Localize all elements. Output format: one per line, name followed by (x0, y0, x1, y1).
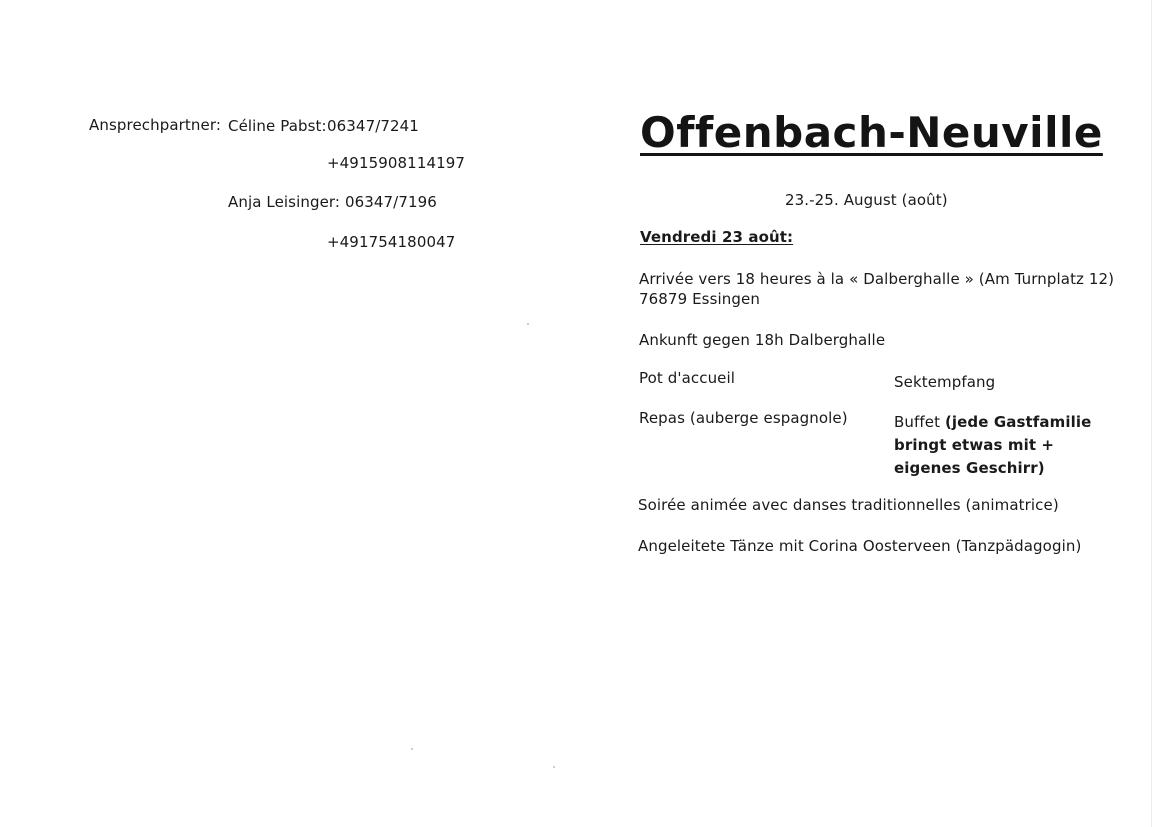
page-title: Offenbach-Neuville (640, 108, 1103, 157)
evening-de: Angeleitete Tänze mit Corina Oosterveen (Tanzpädagogin) (638, 537, 1082, 555)
arrival-de: Ankunft gegen 18h Dalberghalle (639, 331, 886, 349)
meal-de-line1 (894, 412, 1091, 432)
scan-speck (553, 766, 555, 768)
page-edge-line (1151, 0, 1152, 827)
event-dates: 23.-25. August (août) (785, 191, 948, 209)
day-heading: Vendredi 23 août: (640, 228, 794, 246)
contact-1-mobile: +4915908114197 (327, 154, 466, 172)
meal-de-line2: bringt etwas mit + (894, 436, 1055, 454)
scan-speck (527, 323, 529, 325)
contact-1-name: Céline Pabst: (228, 117, 327, 135)
meal-de-line3: eigenes Geschirr) (894, 459, 1045, 477)
contact-2-name-phone: Anja Leisinger: 06347/7196 (228, 193, 437, 211)
arrival-fr-line2: 76879 Essingen (639, 290, 760, 308)
meal-fr: Repas (auberge espagnole) (639, 409, 848, 427)
welcome-de: Sektempfang (894, 373, 996, 391)
contact-1-phone: 06347/7241 (327, 117, 419, 135)
meal-de-bold-1: (jede Gastfamilie (944, 413, 1092, 431)
scan-speck (411, 748, 413, 750)
contact-2-mobile: +491754180047 (327, 233, 456, 251)
meal-de-plain: Buffet (894, 413, 945, 431)
evening-fr: Soirée animée avec danses traditionnelles (animatrice) (638, 496, 1059, 514)
arrival-fr-line1: Arrivée vers 18 heures à la « Dalberghalle » (Am Turnplatz 12) (639, 270, 1115, 288)
contacts-label: Ansprechpartner: (89, 116, 221, 134)
welcome-fr: Pot d'accueil (639, 369, 736, 387)
